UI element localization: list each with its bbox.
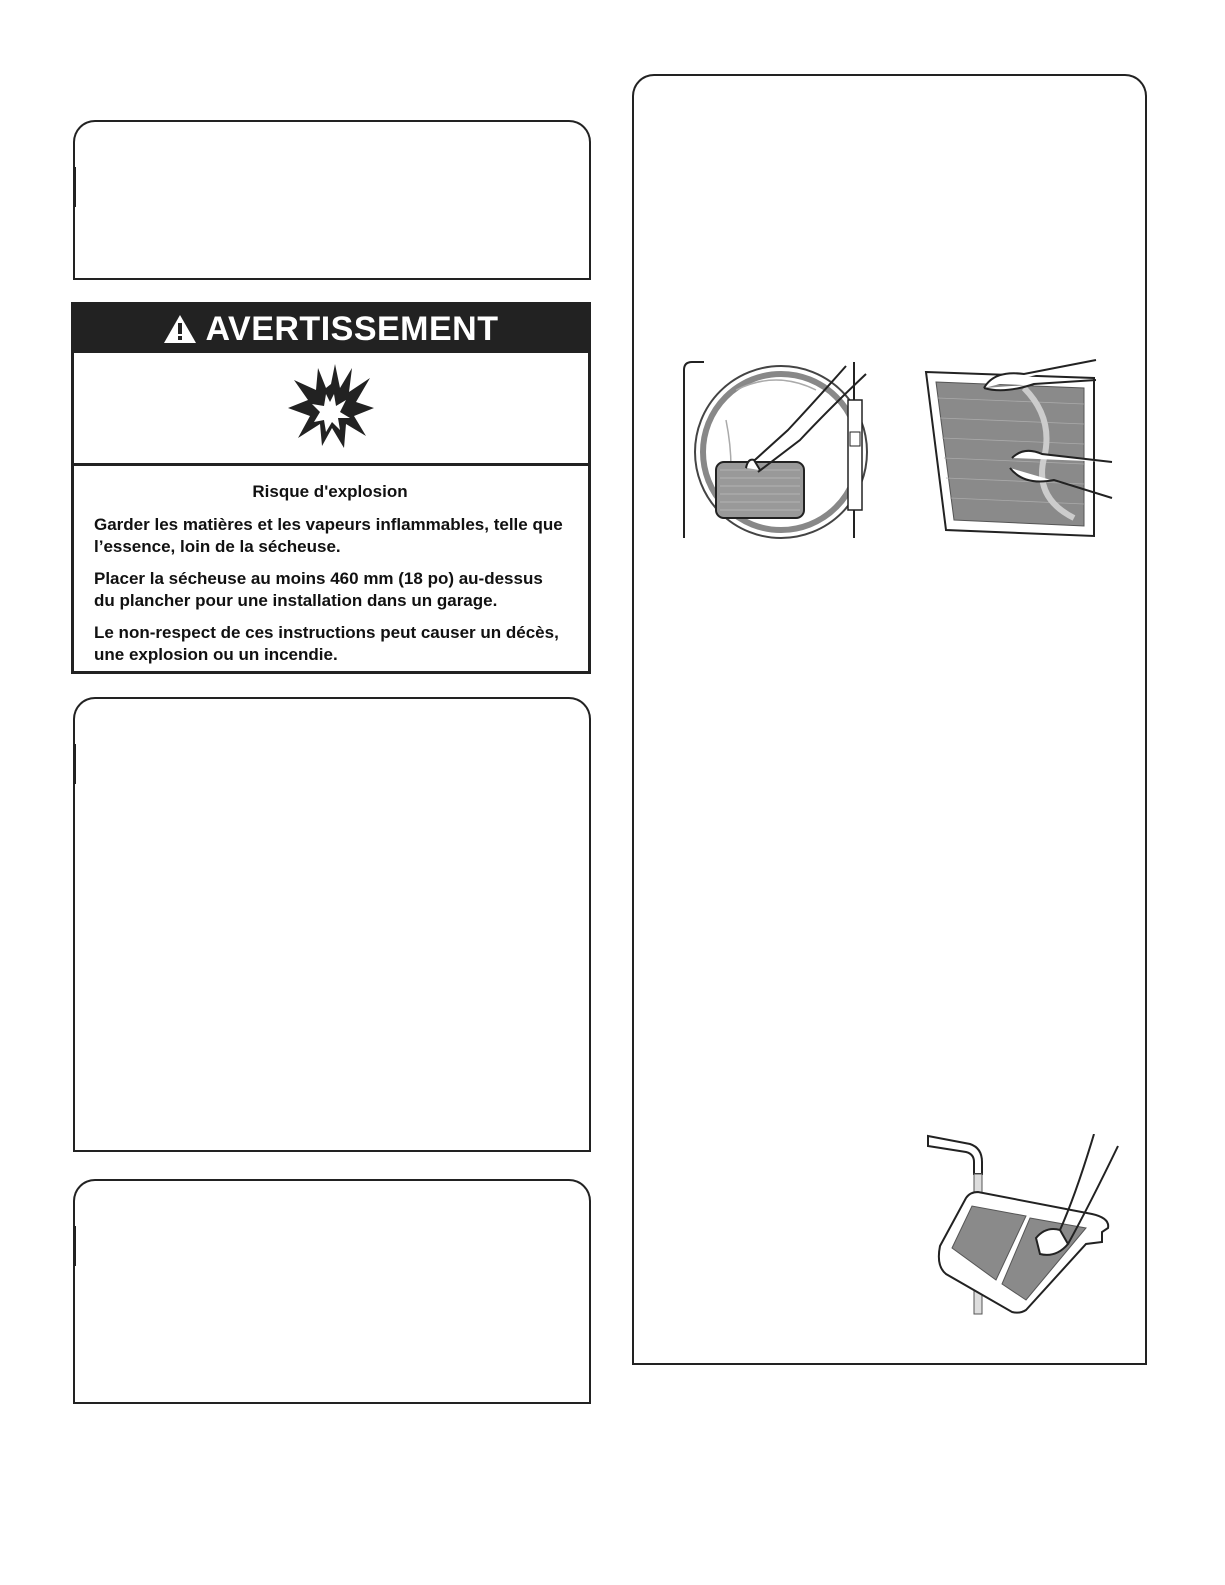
warning-symbol-area xyxy=(74,353,588,466)
warning-hazard-title: Risque d'explosion xyxy=(252,482,408,501)
warning-header xyxy=(74,305,588,353)
hand-removing-lint-screen-icon xyxy=(676,360,876,540)
section-tab-stub xyxy=(73,1226,76,1266)
warning-line-1: Garder les matières et les vapeurs inflammables, telle que l’essence, loin de la sécheuse. xyxy=(94,515,563,556)
section-tab xyxy=(73,120,591,167)
section-tab xyxy=(73,697,591,744)
section-box-middle xyxy=(73,742,591,1152)
warning-line-3: Le non-respect de ces instructions peut causer un décès, une explosion ou un incendie. xyxy=(94,623,559,664)
explosion-icon xyxy=(286,362,376,455)
warning-line-2: Placer la sécheuse au moins 460 mm (18 po) au-dessus du plancher pour une installation dans un garage. xyxy=(94,569,543,610)
section-tab-stub xyxy=(73,744,76,784)
section-tab-stub xyxy=(73,167,76,207)
hand-cleaning-lint-screen-icon xyxy=(924,358,1114,540)
warning-body xyxy=(74,466,588,666)
lint-screen-under-faucet-icon xyxy=(926,1134,1120,1316)
warning-triangle-icon xyxy=(163,314,197,344)
warning-signal-word: AVERTISSEMENT xyxy=(205,309,499,348)
section-tab xyxy=(73,1179,591,1226)
section-tab xyxy=(632,74,1147,121)
warning-box xyxy=(71,302,591,674)
section-box-bottom xyxy=(73,1224,591,1404)
section-box-top xyxy=(73,165,591,280)
